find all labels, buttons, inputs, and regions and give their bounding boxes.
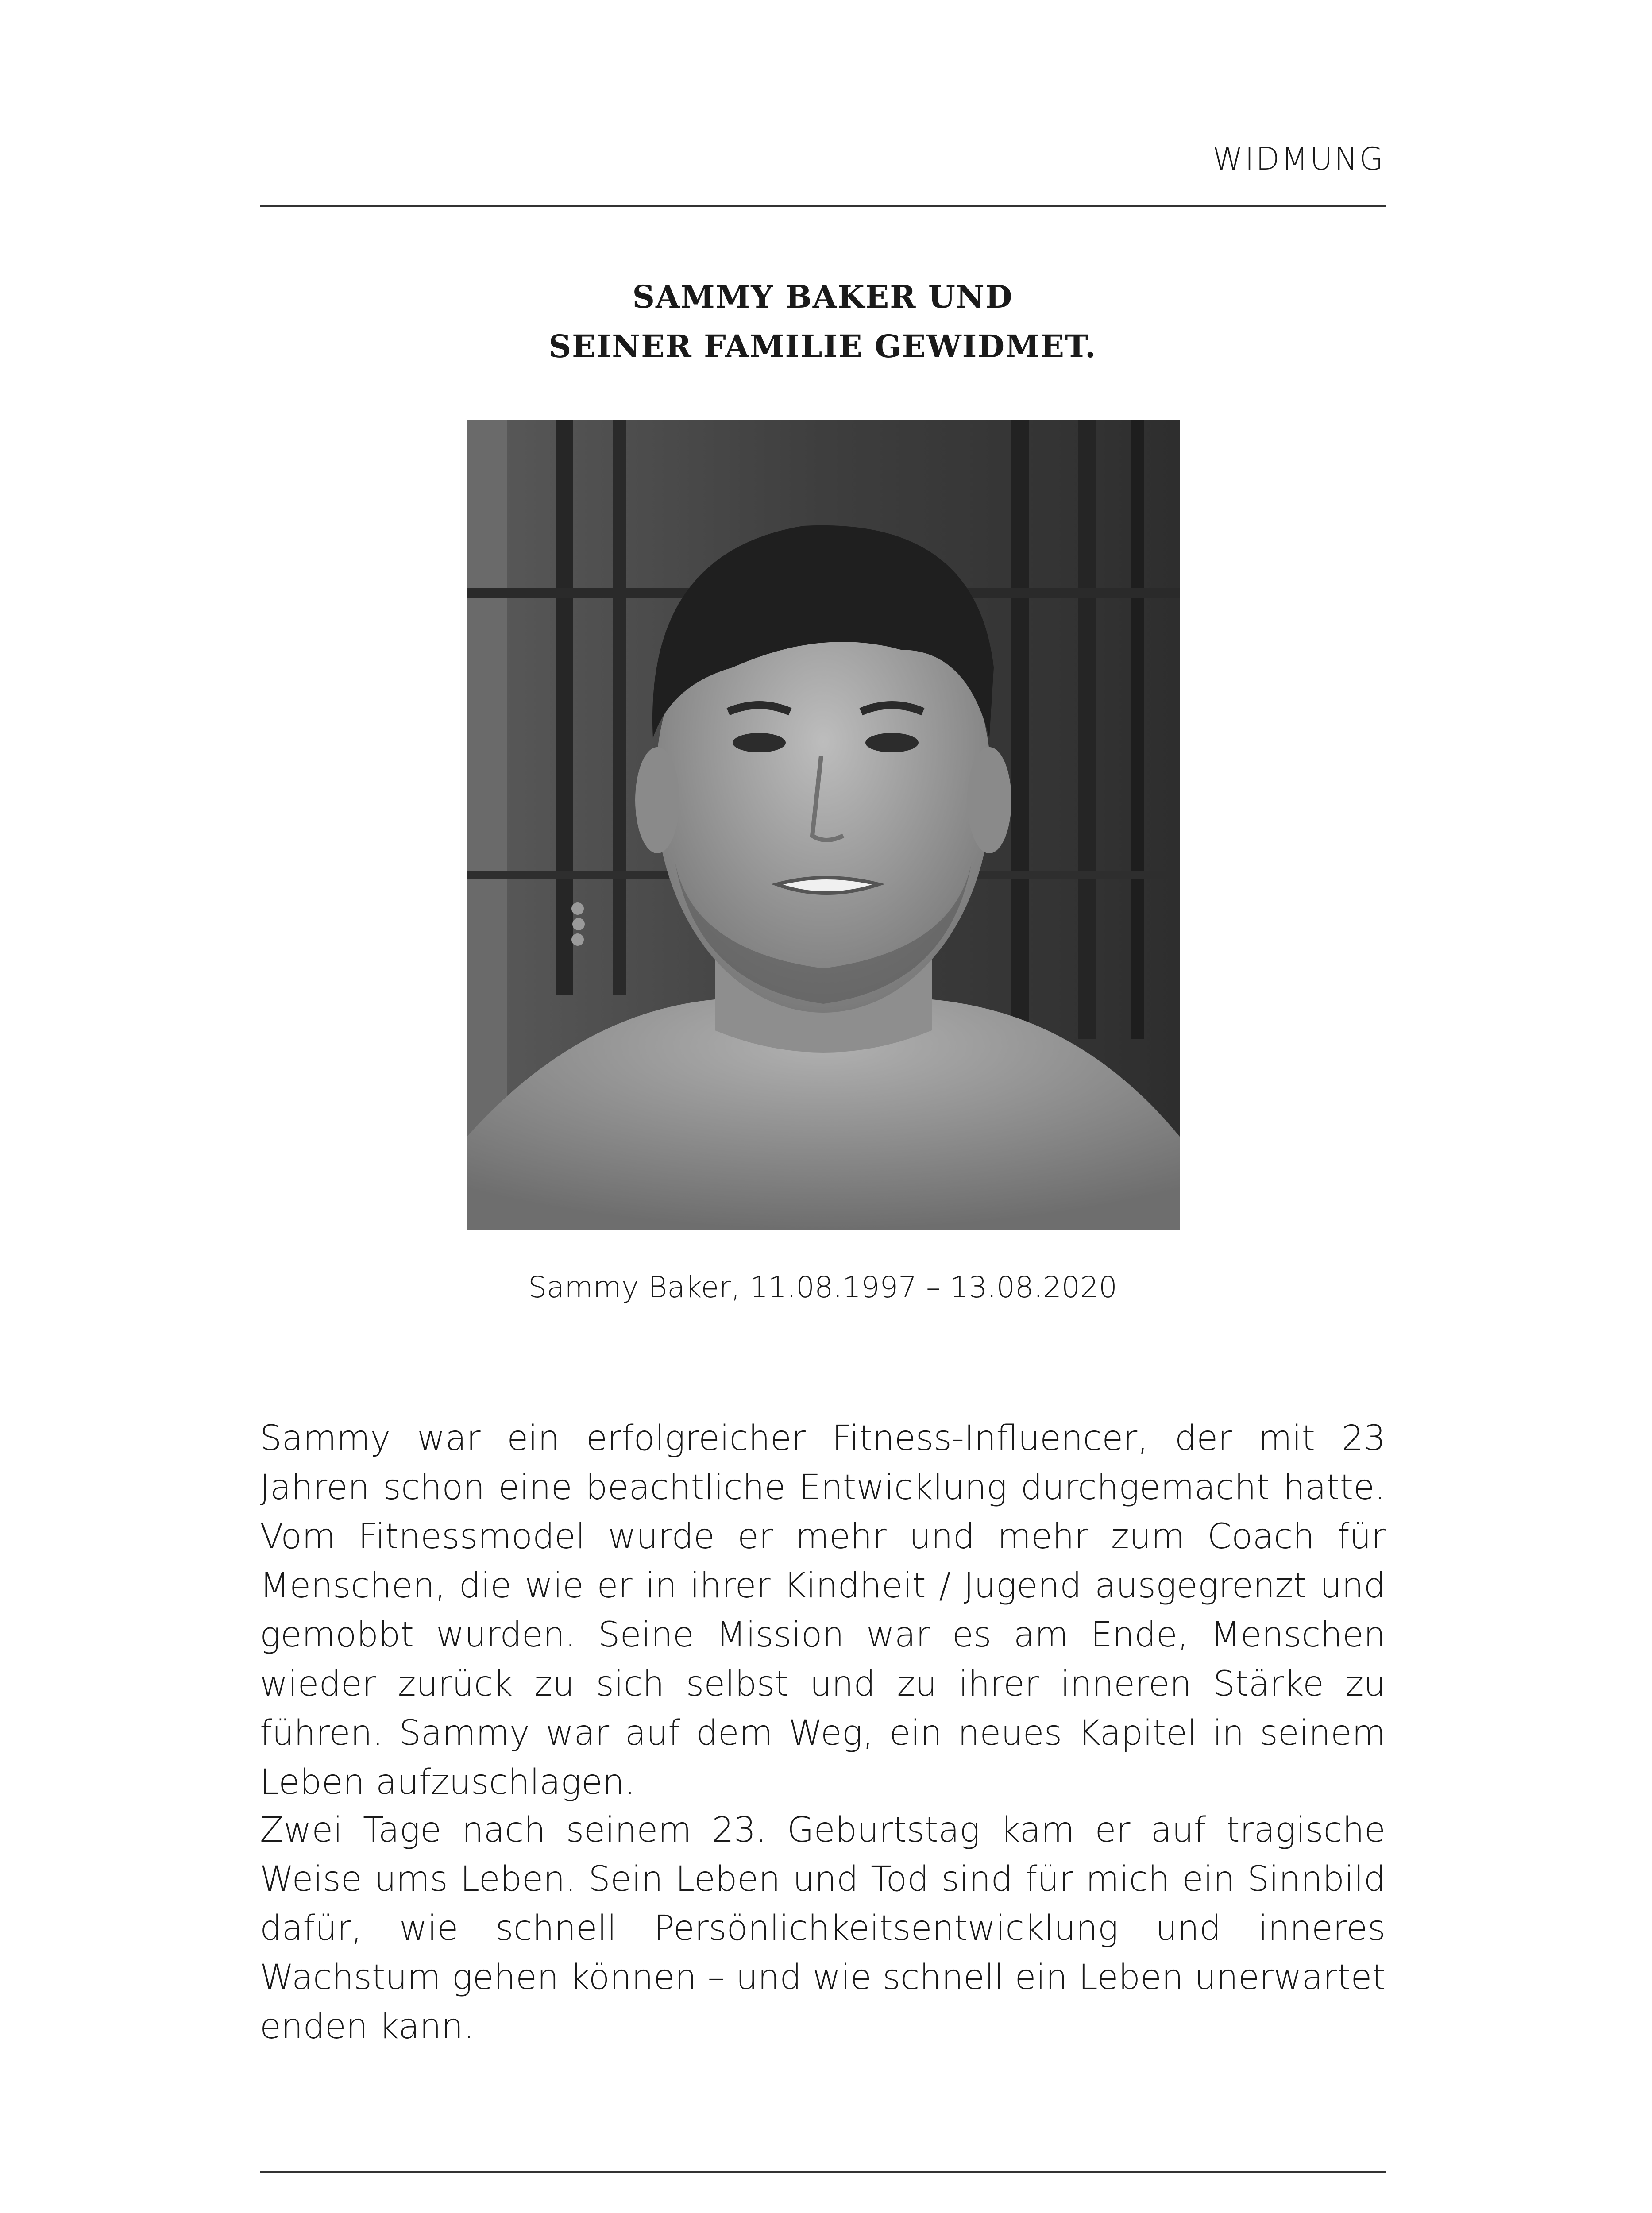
body-paragraph-1: Sammy war ein erfolgreicher Fitness-Influencer, der mit 23 Jahren schon eine beachtliche Entwicklung durchgemacht hatte. Vom Fitnessmodel wurde er mehr und mehr zum Coach für Menschen, die wie er in ihrer Kindheit / Jugend ausgegrenzt und gemobbt wurden. Seine Mission war es am Ende, Menschen wieder zurück zu sich selbst und zu ihrer inneren Stärke zu führen. Sammy war auf dem Weg, ein neues Kapitel in seinem Leben aufzuschlagen. (260, 1419, 1386, 1802)
footer-rule (260, 2171, 1386, 2173)
header-rule (260, 205, 1386, 207)
portrait-illustration (467, 420, 1180, 1230)
body-paragraph-2: Zwei Tage nach seinem 23. Geburtstag kam er auf tragische Weise ums Leben. Sein Leben und Tod sind für mich ein Sinnbild dafür, wie schnell Persönlichkeitsentwicklung und inneres Wachstum gehen können – und wie schnell ein Leben unerwartet enden kann. (260, 1810, 1386, 2047)
dedication-line-2: SEINER FAMILIE GEWIDMET. (548, 328, 1097, 365)
portrait-photo (467, 420, 1180, 1230)
dedication-line-1: SAMMY BAKER UND (632, 278, 1013, 315)
dedication-title (260, 272, 1386, 371)
photo-caption: Sammy Baker, 11.08.1997 – 13.08.2020 (528, 1270, 1117, 1304)
running-header: WIDMUNG (1212, 141, 1385, 177)
